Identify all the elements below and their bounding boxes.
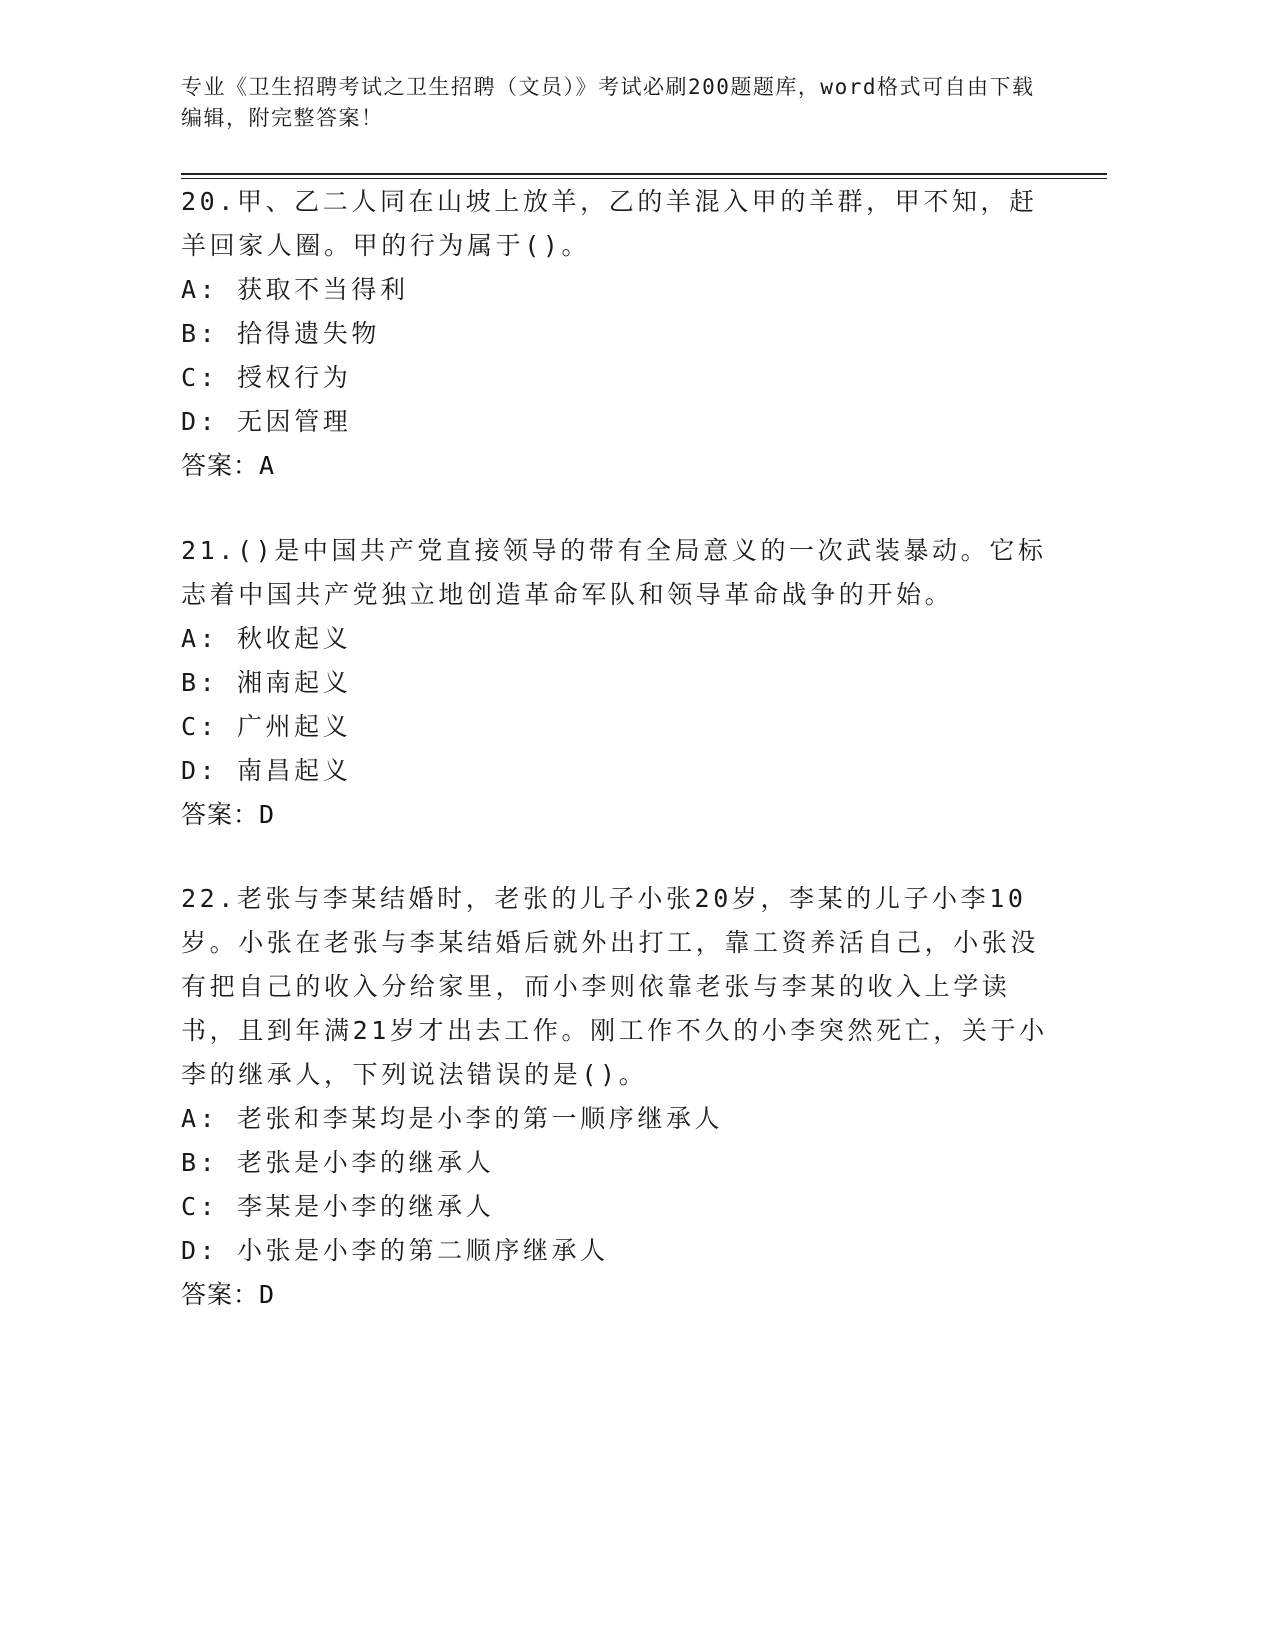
option-c: C: 李某是小李的继承人 (181, 1192, 495, 1221)
answer-value: D (259, 1280, 276, 1309)
question-22 (181, 877, 1061, 1317)
option-d: D: 南昌起义 (181, 756, 352, 785)
answer-value: D (259, 800, 276, 829)
option-b: B: 湘南起义 (181, 668, 352, 697)
option-c: C: 广州起义 (181, 712, 352, 741)
answer-label: 答案： (181, 451, 260, 480)
question-text: 22.老张与李某结婚时，老张的儿子小张20岁，李某的儿子小李10岁。小张在老张与李某结婚后就外出打工，靠工资养活自己，小张没有把自己的收入分给家里，而小李则依靠老张与李某的收入上学读书，且到年满21岁才出去工作。刚工作不久的小李突然死亡，关于小李的继承人，下列说法错误的是()。 (181, 884, 1048, 1089)
answer-line (181, 1273, 1061, 1317)
answer-line (181, 444, 1061, 488)
option-a: A: 老张和李某均是小李的第一顺序继承人 (181, 1104, 724, 1133)
question-20 (181, 180, 1061, 488)
option-b: B: 老张是小李的继承人 (181, 1148, 495, 1177)
question-text: 20.甲、乙二人同在山坡上放羊，乙的羊混入甲的羊群，甲不知，赶羊回家人圈。甲的行为属于()。 (181, 187, 1038, 260)
answer-value: A (259, 451, 276, 480)
option-d: D: 小张是小李的第二顺序继承人 (181, 1236, 609, 1265)
question-21 (181, 529, 1061, 837)
header-divider-thick (181, 173, 1107, 175)
option-a: A: 获取不当得利 (181, 275, 409, 304)
option-d: D: 无因管理 (181, 407, 352, 436)
option-a: A: 秋收起义 (181, 624, 352, 653)
option-c: C: 授权行为 (181, 363, 352, 392)
option-b: B: 拾得遗失物 (181, 319, 380, 348)
header-divider-thin (181, 178, 1107, 179)
question-text: 21.()是中国共产党直接领导的带有全局意义的一次武装暴动。它标志着中国共产党独立地创造革命军队和领导革命战争的开始。 (181, 536, 1047, 609)
answer-line (181, 793, 1061, 837)
answer-label: 答案： (181, 1280, 260, 1309)
answer-label: 答案： (181, 800, 260, 829)
document-header: 专业《卫生招聘考试之卫生招聘（文员）》考试必刷200题题库，word格式可自由下载编辑，附完整答案！ (181, 75, 1035, 130)
